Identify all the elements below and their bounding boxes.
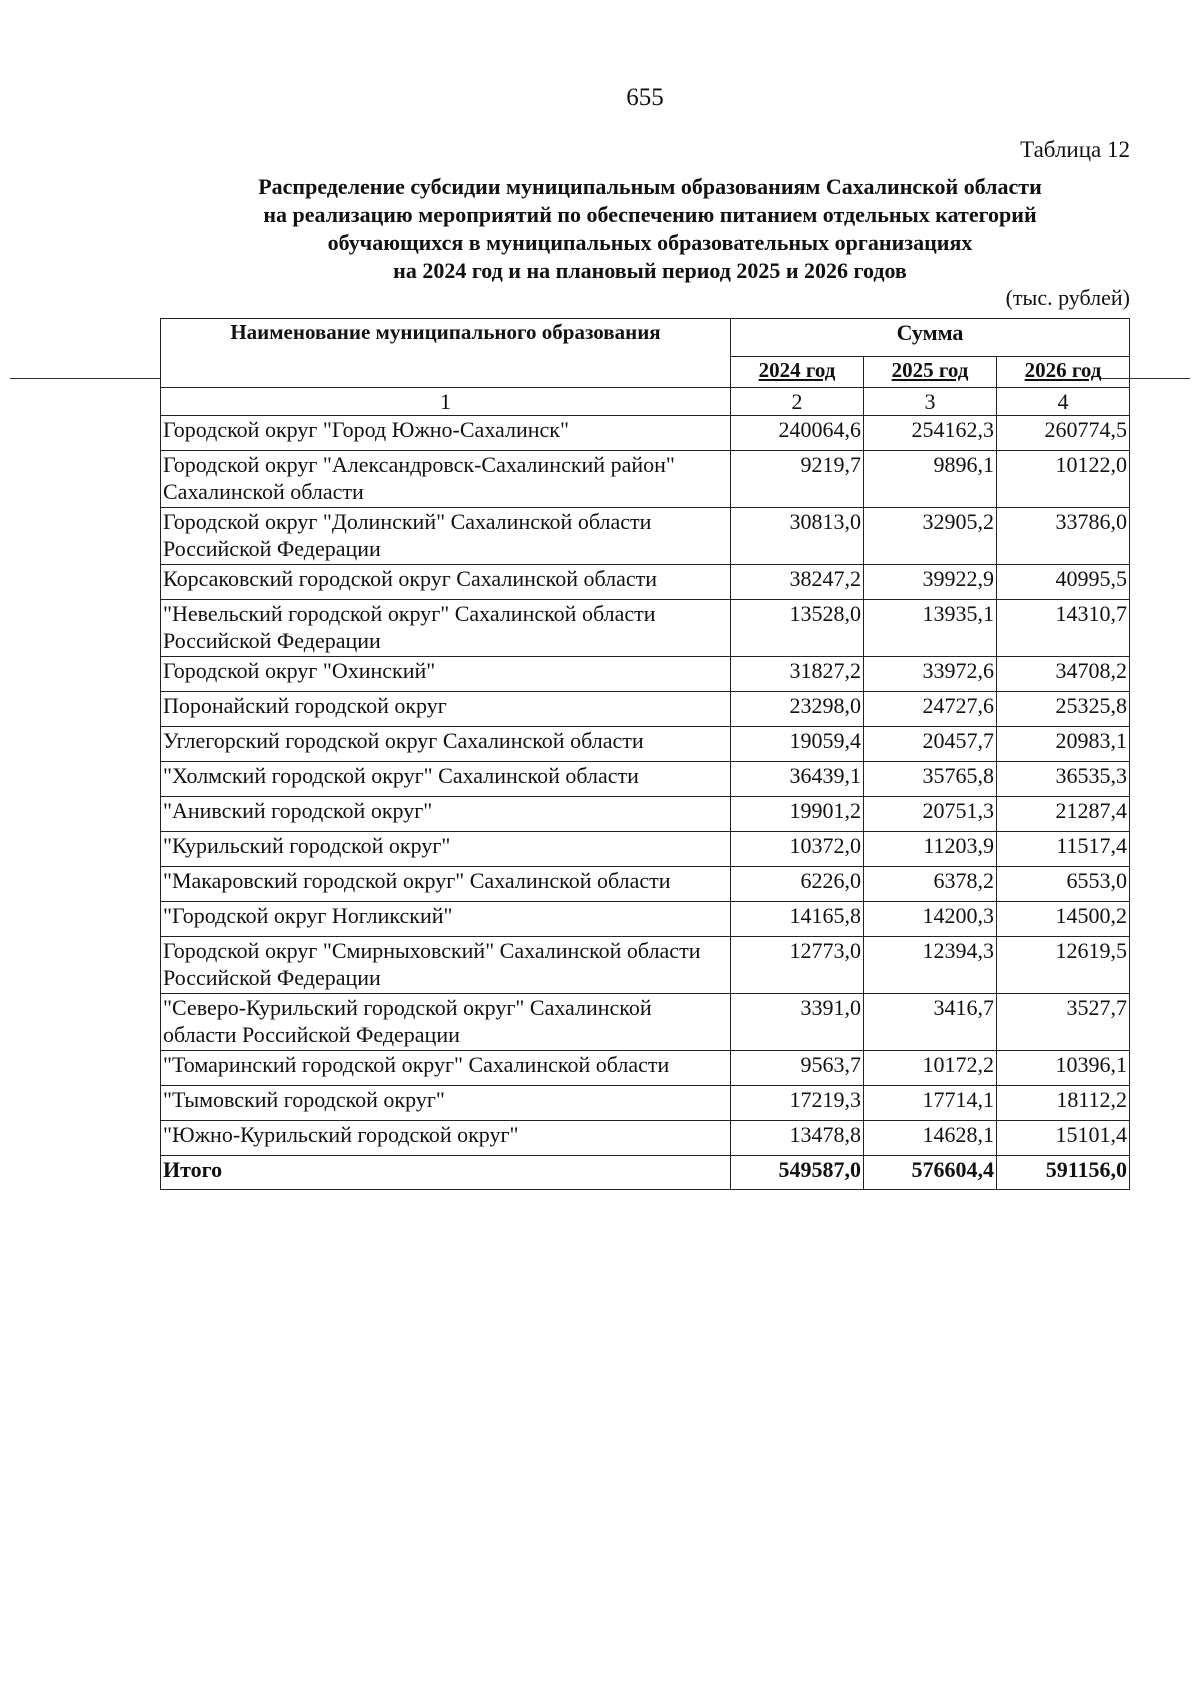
amount-2025: 20457,7 (864, 727, 997, 762)
table-row (161, 797, 1130, 832)
amount-2025: 32905,2 (864, 508, 997, 565)
amount-2026: 18112,2 (997, 1086, 1130, 1121)
table-row (161, 451, 1130, 508)
amount-2025: 17714,1 (864, 1086, 997, 1121)
municipality-name: "Северо-Курильский городской округ" Сахалинской области Российской Федерации (161, 994, 731, 1051)
column-index: 3 (864, 388, 997, 416)
total-2024: 549587,0 (731, 1156, 864, 1190)
header-year-2025: 2025 год (864, 356, 997, 387)
table-row (161, 937, 1130, 994)
margin-rule-left (10, 378, 160, 379)
table-row (161, 727, 1130, 762)
amount-2024: 31827,2 (731, 657, 864, 692)
table-row (161, 508, 1130, 565)
header-year-2026: 2026 год (997, 356, 1130, 387)
amount-2026: 33786,0 (997, 508, 1130, 565)
table-row (161, 994, 1130, 1051)
units-label: (тыс. рублей) (1005, 285, 1130, 310)
municipality-name: Городской округ "Охинский" (161, 657, 731, 692)
municipality-name: Городской округ "Александровск-Сахалинский район" Сахалинской области (161, 451, 731, 508)
table-row (161, 600, 1130, 657)
header-sum-column: Сумма (731, 319, 1130, 357)
table-row (161, 1051, 1130, 1086)
amount-2025: 12394,3 (864, 937, 997, 994)
amount-2026: 260774,5 (997, 416, 1130, 451)
amount-2026: 11517,4 (997, 832, 1130, 867)
amount-2026: 40995,5 (997, 565, 1130, 600)
amount-2024: 12773,0 (731, 937, 864, 994)
amount-2025: 10172,2 (864, 1051, 997, 1086)
title-line: на 2024 год и на плановый период 2025 и 2026 годов (393, 258, 907, 283)
table-row (161, 1121, 1130, 1156)
amount-2026: 14500,2 (997, 902, 1130, 937)
amount-2026: 20983,1 (997, 727, 1130, 762)
header-name-column: Наименование муниципального образования (161, 319, 731, 388)
column-index: 4 (997, 388, 1130, 416)
total-2025: 576604,4 (864, 1156, 997, 1190)
municipality-name: Городской округ "Смирныховский" Сахалинской области Российской Федерации (161, 937, 731, 994)
header-year-2024: 2024 год (731, 356, 864, 387)
table-row (161, 565, 1130, 600)
total-label: Итого (161, 1156, 731, 1190)
municipality-name: Корсаковский городской округ Сахалинской области (161, 565, 731, 600)
municipality-name: "Макаровский городской округ" Сахалинской области (161, 867, 731, 902)
table-row (161, 762, 1130, 797)
amount-2025: 13935,1 (864, 600, 997, 657)
table-row (161, 416, 1130, 451)
amount-2024: 13478,8 (731, 1121, 864, 1156)
amount-2025: 33972,6 (864, 657, 997, 692)
title-line: на реализацию мероприятий по обеспечению питанием отдельных категорий (263, 202, 1037, 227)
amount-2026: 10122,0 (997, 451, 1130, 508)
subsidy-table (160, 318, 1130, 1190)
amount-2025: 6378,2 (864, 867, 997, 902)
amount-2024: 14165,8 (731, 902, 864, 937)
amount-2024: 36439,1 (731, 762, 864, 797)
amount-2024: 38247,2 (731, 565, 864, 600)
amount-2024: 19059,4 (731, 727, 864, 762)
amount-2025: 11203,9 (864, 832, 997, 867)
column-index: 2 (731, 388, 864, 416)
municipality-name: Городской округ "Город Южно-Сахалинск" (161, 416, 731, 451)
total-2026: 591156,0 (997, 1156, 1130, 1190)
amount-2024: 19901,2 (731, 797, 864, 832)
municipality-name: "Анивский городской округ" (161, 797, 731, 832)
table-row (161, 867, 1130, 902)
amount-2026: 12619,5 (997, 937, 1130, 994)
table-label: Таблица 12 (1020, 137, 1130, 162)
municipality-name: "Томаринский городской округ" Сахалинской области (161, 1051, 731, 1086)
table-row (161, 902, 1130, 937)
amount-2026: 36535,3 (997, 762, 1130, 797)
title-line: обучающихся в муниципальных образовательных организациях (327, 230, 973, 255)
amount-2024: 30813,0 (731, 508, 864, 565)
title-line: Распределение субсидии муниципальным образованиям Сахалинской области (258, 174, 1042, 199)
amount-2026: 15101,4 (997, 1121, 1130, 1156)
municipality-name: Городской округ "Долинский" Сахалинской области Российской Федерации (161, 508, 731, 565)
amount-2025: 39922,9 (864, 565, 997, 600)
amount-2024: 3391,0 (731, 994, 864, 1051)
table-row (161, 657, 1130, 692)
amount-2025: 14628,1 (864, 1121, 997, 1156)
municipality-name: "Курильский городской округ" (161, 832, 731, 867)
amount-2025: 14200,3 (864, 902, 997, 937)
column-index: 1 (161, 388, 731, 416)
amount-2026: 25325,8 (997, 692, 1130, 727)
table-row (161, 832, 1130, 867)
table-title (150, 173, 1150, 285)
municipality-name: "Южно-Курильский городской округ" (161, 1121, 731, 1156)
table-row (161, 692, 1130, 727)
municipality-name: "Городской округ Ногликский" (161, 902, 731, 937)
page-number: 655 (626, 84, 664, 111)
amount-2026: 14310,7 (997, 600, 1130, 657)
municipality-name: Поронайский городской округ (161, 692, 731, 727)
total-row (161, 1156, 1130, 1190)
municipality-name: "Холмский городской округ" Сахалинской области (161, 762, 731, 797)
table-body (161, 416, 1130, 1190)
municipality-name: "Тымовский городской округ" (161, 1086, 731, 1121)
amount-2025: 35765,8 (864, 762, 997, 797)
amount-2024: 9219,7 (731, 451, 864, 508)
amount-2024: 23298,0 (731, 692, 864, 727)
amount-2025: 3416,7 (864, 994, 997, 1051)
amount-2025: 254162,3 (864, 416, 997, 451)
municipality-name: Углегорский городской округ Сахалинской области (161, 727, 731, 762)
amount-2024: 17219,3 (731, 1086, 864, 1121)
table-row (161, 1086, 1130, 1121)
amount-2024: 9563,7 (731, 1051, 864, 1086)
amount-2026: 6553,0 (997, 867, 1130, 902)
amount-2025: 9896,1 (864, 451, 997, 508)
amount-2025: 24727,6 (864, 692, 997, 727)
amount-2024: 240064,6 (731, 416, 864, 451)
amount-2024: 13528,0 (731, 600, 864, 657)
amount-2026: 10396,1 (997, 1051, 1130, 1086)
amount-2025: 20751,3 (864, 797, 997, 832)
amount-2024: 10372,0 (731, 832, 864, 867)
municipality-name: "Невельский городской округ" Сахалинской области Российской Федерации (161, 600, 731, 657)
amount-2026: 34708,2 (997, 657, 1130, 692)
amount-2026: 3527,7 (997, 994, 1130, 1051)
amount-2024: 6226,0 (731, 867, 864, 902)
amount-2026: 21287,4 (997, 797, 1130, 832)
